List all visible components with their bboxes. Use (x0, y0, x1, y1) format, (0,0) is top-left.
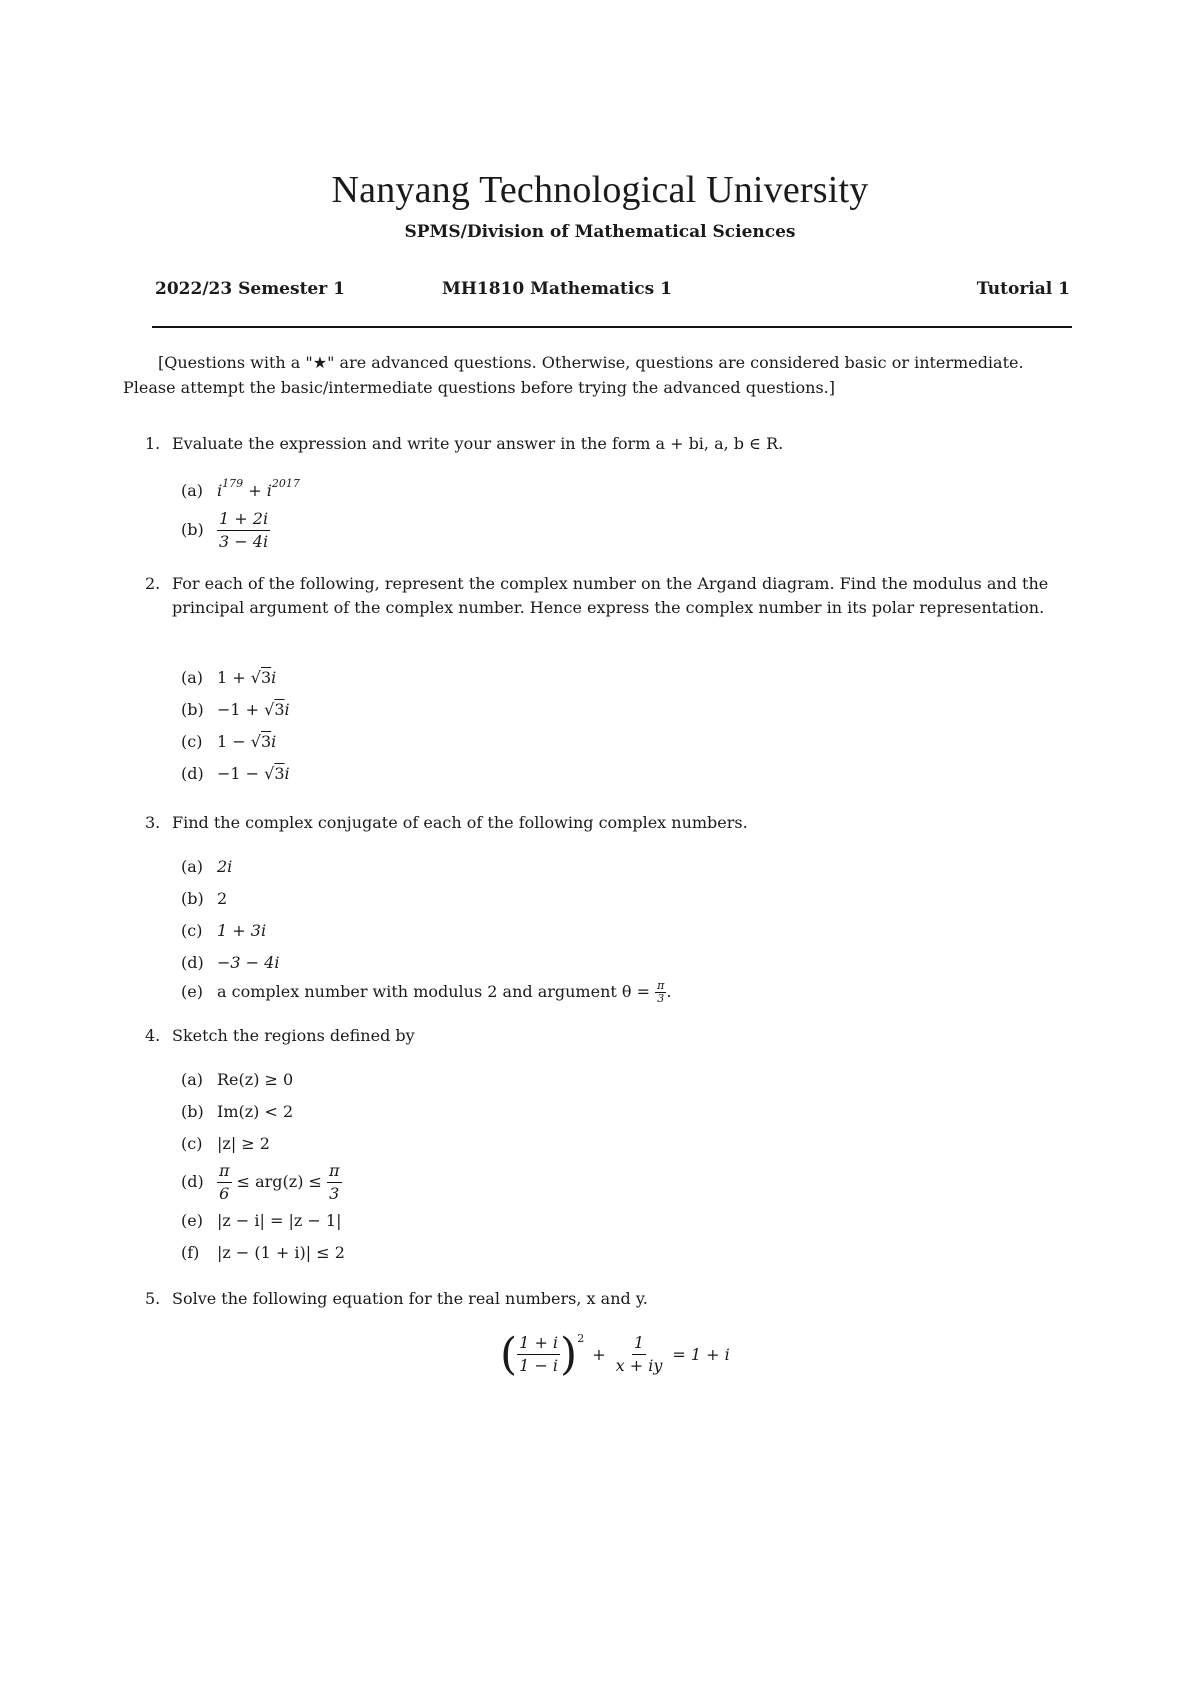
tail: . (666, 982, 672, 1001)
question-number: 3. (145, 813, 161, 832)
fraction (327, 1160, 342, 1205)
part-label: (c) (181, 1134, 203, 1153)
part-label: (a) (181, 481, 204, 500)
denominator: x + iy (615, 1356, 663, 1375)
part-label: (b) (181, 520, 204, 539)
numerator: 1 (632, 1332, 646, 1355)
question-5 (145, 1287, 1070, 1311)
numerator: π (657, 979, 665, 992)
question-2 (145, 572, 1070, 620)
part-label: (d) (181, 953, 204, 972)
expression: 2i (217, 857, 233, 876)
numerator: 1 + i (517, 1332, 560, 1355)
q4-part-f (181, 1242, 345, 1264)
expr-pre: 1 + √ (217, 668, 261, 687)
fraction (217, 508, 270, 553)
question-text: Evaluate the expression and write your answer in the form a + bi, a, b ∈ R. (172, 434, 784, 453)
q2-part-c (181, 731, 276, 753)
question-text: Solve the following equation for the real numbers, x and y. (172, 1289, 648, 1308)
expr-pre: −1 + √ (217, 700, 275, 719)
question-4 (145, 1024, 1070, 1048)
expr-post: i (284, 700, 290, 719)
expr-pre: −1 − √ (217, 764, 275, 783)
question-text: For each of the following, represent the complex number on the Argand diagram. Find the modulus and the principal argument of the complex number. Hence express the complex number in its polar representation. (172, 574, 1049, 617)
semester-label: 2022/23 Semester 1 (155, 279, 345, 299)
course-label: MH1810 Mathematics 1 (442, 279, 672, 299)
fraction (517, 1332, 560, 1377)
fraction (614, 1332, 665, 1377)
part-label: (d) (181, 1172, 204, 1191)
radicand: 3 (260, 732, 272, 751)
numerator: 1 + 2i (217, 508, 270, 531)
question-text: Find the complex conjugate of each of the following complex numbers. (172, 813, 748, 832)
fraction (655, 980, 666, 1005)
question-text: Sketch the regions defined by (172, 1026, 415, 1045)
expr-post: i (271, 732, 277, 751)
left-paren: ( (500, 1328, 518, 1380)
exponent: 2 (577, 1332, 585, 1345)
q2-part-d (181, 763, 290, 785)
q4-part-b (181, 1101, 293, 1123)
part-label: (a) (181, 857, 204, 876)
expression: 1 + 3i (217, 921, 267, 940)
part-label: (b) (181, 1102, 204, 1121)
expression: Im(z) < 2 (217, 1102, 294, 1121)
expression: Re(z) ≥ 0 (217, 1070, 294, 1089)
instructions-note (123, 350, 1069, 400)
part-label: (a) (181, 1070, 204, 1089)
part-label: (d) (181, 764, 204, 783)
part-label: (c) (181, 921, 203, 940)
tutorial-label: Tutorial 1 (976, 279, 1070, 299)
radicand: 3 (260, 668, 272, 687)
q3-part-e (181, 980, 671, 1005)
right-paren: ) (560, 1328, 578, 1380)
denominator: 3 (329, 1184, 340, 1203)
note-line-1: [Questions with a "★" are advanced questions. Otherwise, questions are considered basic or intermediate. (158, 353, 1024, 372)
denominator: 6 (219, 1184, 230, 1203)
question-1 (145, 432, 1070, 456)
expression: 2 (217, 889, 228, 908)
expression: |z − (1 + i)| ≤ 2 (217, 1243, 345, 1262)
expr-post: i (271, 668, 277, 687)
base: i (266, 481, 272, 500)
expr-post: i (284, 764, 290, 783)
numerator: π (327, 1160, 342, 1183)
question-number: 4. (145, 1026, 161, 1045)
q3-part-b (181, 888, 227, 910)
question-number: 5. (145, 1289, 161, 1308)
fraction (217, 1160, 232, 1205)
expression: |z| ≥ 2 (217, 1134, 270, 1153)
exponent: 2017 (271, 477, 300, 490)
q4-part-c (181, 1133, 270, 1155)
note-line-2: Please attempt the basic/intermediate questions before trying the advanced questions.] (123, 378, 835, 397)
q2-part-a (181, 667, 276, 689)
expression: a complex number with modulus 2 and argument θ = (217, 982, 656, 1001)
q3-part-c (181, 920, 266, 942)
denominator: 3 − 4i (219, 532, 269, 551)
equation (500, 1328, 730, 1380)
denominator: 3 (657, 992, 665, 1005)
expression: −3 − 4i (217, 953, 280, 972)
q4-part-d (181, 1160, 342, 1205)
question-3 (145, 811, 1070, 835)
q4-part-a (181, 1069, 293, 1091)
header-rule (152, 326, 1072, 328)
q2-part-b (181, 699, 290, 721)
plus-sign: + (592, 1345, 606, 1364)
part-label: (c) (181, 732, 203, 751)
part-label: (b) (181, 889, 204, 908)
q3-part-a (181, 856, 232, 878)
part-label: (b) (181, 700, 204, 719)
denominator: 1 − i (519, 1356, 559, 1375)
numerator: π (217, 1160, 232, 1183)
university-title: Nanyang Technological University (331, 169, 869, 211)
division-subtitle: SPMS/Division of Mathematical Sciences (404, 222, 796, 242)
part-label: (e) (181, 982, 203, 1001)
right-hand-side: = 1 + i (672, 1345, 730, 1364)
middle: ≤ arg(z) ≤ (231, 1172, 328, 1191)
radicand: 3 (274, 700, 285, 719)
base: i (217, 481, 223, 500)
expr-pre: 1 − √ (217, 732, 261, 751)
q1-part-b (181, 508, 270, 553)
radicand: 3 (274, 764, 285, 783)
question-number: 2. (145, 574, 161, 593)
q3-part-d (181, 952, 279, 974)
part-label: (f) (181, 1243, 200, 1262)
question-number: 1. (145, 434, 161, 453)
exponent: 179 (222, 477, 244, 490)
q1-part-a (181, 477, 300, 504)
part-label: (e) (181, 1211, 203, 1230)
q4-part-e (181, 1210, 341, 1232)
part-label: (a) (181, 668, 204, 687)
expression: |z − i| = |z − 1| (217, 1211, 342, 1230)
operator: + (243, 481, 267, 500)
